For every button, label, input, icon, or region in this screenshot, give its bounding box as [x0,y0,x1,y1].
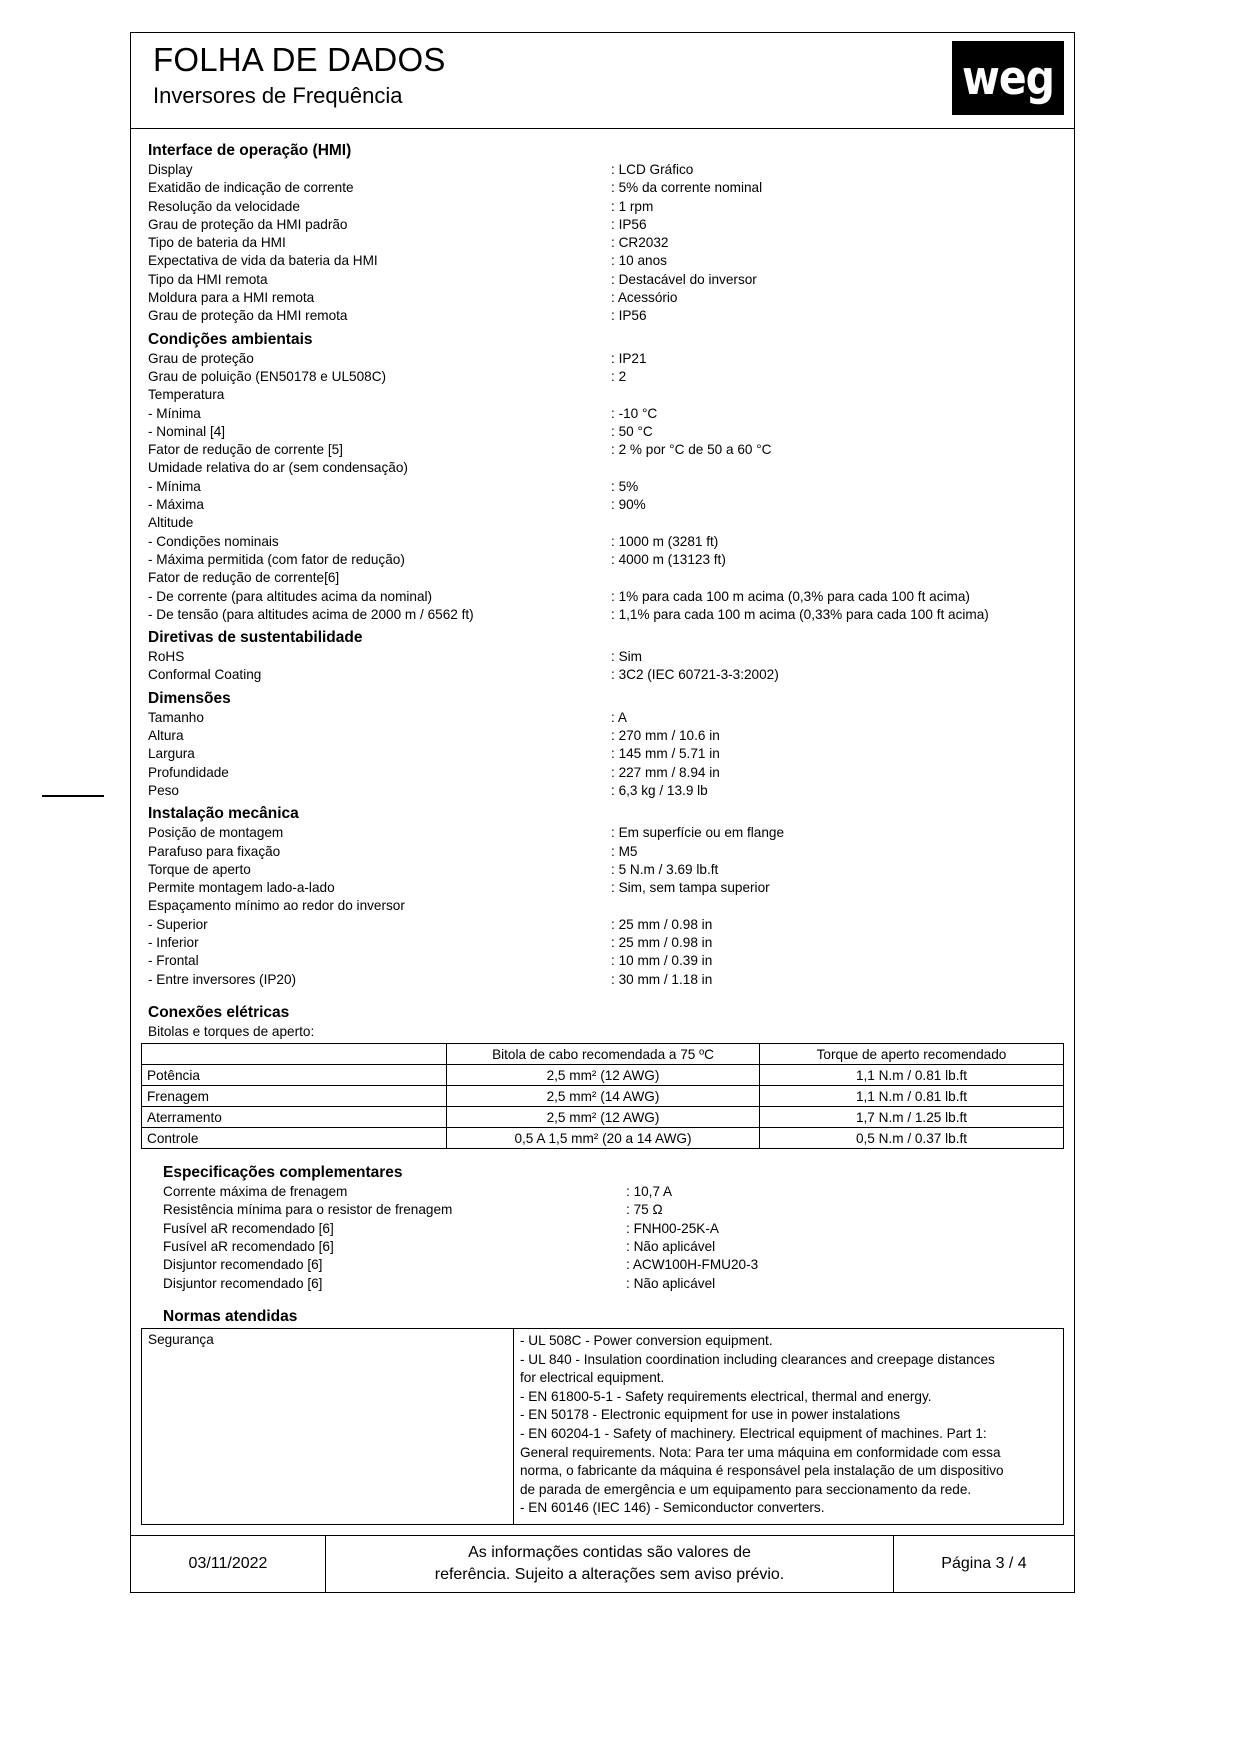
spec-value: : A [611,709,1064,727]
spec-row [141,271,1064,289]
spec-row [141,824,1064,842]
spec-label: Fusível aR recomendado [6] [163,1220,334,1236]
spec-label: Umidade relativa do ar (sem condensação) [148,460,408,476]
spec-row [141,727,1064,745]
cell-name: Controle [142,1128,447,1149]
spec-label: - Máxima [148,497,204,513]
spec-label: Parafuso para fixação [148,843,281,859]
spec-value: : 30 mm / 1.18 in [611,971,1064,989]
cable-gauge-table [141,1043,1064,1149]
spec-value: : 1,1% para cada 100 m acima (0,33% para cada 100 ft acima) [611,606,1064,624]
spec-row [141,423,1064,441]
spec-value: : Não aplicável [626,1238,1064,1256]
spec-label: Tipo da HMI remota [148,271,268,287]
spec-label: Tipo de bateria da HMI [148,235,286,251]
cell-gauge: 0,5 A 1,5 mm² (20 a 14 AWG) [447,1128,760,1149]
column-header-torque: Torque de aperto recomendado [760,1044,1064,1065]
spec-label: Permite montagem lado-a-lado [148,880,335,896]
table-row [142,1107,1064,1128]
spec-row [141,161,1064,179]
cell-name: Potência [142,1065,447,1086]
spec-label: Grau de proteção da HMI padrão [148,216,348,232]
spec-row [141,368,1064,386]
spec-label: Grau de proteção [148,350,254,366]
standards-line: de parada de emergência e um equipamento para seccionamento da rede. [520,1481,972,1497]
document-footer [131,1535,1074,1592]
standards-line: - EN 60146 (IEC 146) - Semiconductor converters. [520,1500,825,1516]
section-heading-electrical: Conexões elétricas [148,1003,290,1021]
cell-gauge: 2,5 mm² (12 AWG) [447,1107,760,1128]
spec-value: : M5 [611,843,1064,861]
spec-label: Largura [148,746,195,762]
spec-label: Expectativa de vida da bateria da HMI [148,253,378,269]
spec-label: Resolução da velocidade [148,198,300,214]
spec-label: Disjuntor recomendado [6] [163,1257,323,1273]
spec-row [141,861,1064,879]
section-heading-complementary: Especificações complementares [163,1164,403,1182]
page-subtitle: Inversores de Frequência [153,83,403,108]
spec-row [141,533,1064,551]
spec-row [141,350,1064,368]
spec-value: : 4000 m (13123 ft) [611,551,1064,569]
spec-value: : 2 % por °C de 50 a 60 °C [611,441,1064,459]
standards-line: - EN 61800-5-1 - Safety requirements electrical, thermal and energy. [520,1388,932,1404]
spec-label: - Mínima [148,478,201,494]
section-rows-hmi [141,161,1064,326]
spec-label: Resistência mínima para o resistor de frenagem [163,1202,453,1218]
cell-torque: 0,5 N.m / 0.37 lb.ft [760,1128,1064,1149]
spec-label: Moldura para a HMI remota [148,290,315,306]
weg-logo [952,41,1064,115]
spec-row [141,1275,1064,1293]
spec-value: : 3C2 (IEC 60721-3-3:2002) [611,666,1064,684]
spec-value: : 5 N.m / 3.69 lb.ft [611,861,1064,879]
spec-label: Tamanho [148,709,204,725]
spec-row [141,764,1064,782]
spec-row [141,666,1064,684]
spec-value: : 1 rpm [611,198,1064,216]
section-rows-mechanical [141,824,1064,989]
column-header-empty [142,1044,447,1065]
document-header [131,33,1074,129]
spec-row [141,496,1064,514]
spec-row [141,1238,1064,1256]
spec-row [141,459,1064,477]
spec-row [141,551,1064,569]
table-row [142,1128,1064,1149]
spec-label: Corrente máxima de frenagem [163,1184,348,1200]
cell-gauge: 2,5 mm² (12 AWG) [447,1065,760,1086]
spec-row [141,843,1064,861]
section-rows-complementary [141,1183,1064,1293]
spec-label: - Frontal [148,953,199,969]
spec-label: - Nominal [4] [148,423,226,439]
spec-label: - Entre inversores (IP20) [148,971,297,987]
spec-value: : 10 anos [611,252,1064,270]
section-rows-sustainability [141,648,1064,685]
footer-date: 03/11/2022 [131,1536,326,1592]
spec-label: Altura [148,728,184,744]
spec-value: : 25 mm / 0.98 in [611,934,1064,952]
spec-row [141,606,1064,624]
spec-label: Grau de proteção da HMI remota [148,308,348,324]
spec-row [141,648,1064,666]
spec-label: - Máxima permitida (com fator de redução) [148,551,405,567]
cell-torque: 1,7 N.m / 1.25 lb.ft [760,1107,1064,1128]
spec-row [141,234,1064,252]
section-heading-mechanical: Instalação mecânica [148,805,299,823]
spec-label: Posição de montagem [148,825,284,841]
table-row [142,1086,1064,1107]
spec-row [141,916,1064,934]
spec-row [141,1220,1064,1238]
document-body [131,129,1074,1525]
spec-label: Altitude [148,515,194,531]
spec-value: : 1000 m (3281 ft) [611,533,1064,551]
spec-value: : 75 Ω [626,1201,1064,1219]
section-heading-hmi: Interface de operação (HMI) [148,142,352,159]
page-title: FOLHA DE DADOS [153,41,446,78]
spec-row [141,514,1064,532]
spec-value: : Acessório [611,289,1064,307]
spacer [141,1149,1064,1159]
spec-value: : 25 mm / 0.98 in [611,916,1064,934]
spec-row [141,386,1064,404]
spec-label: Fator de redução de corrente[6] [148,570,340,586]
table-row [142,1328,1064,1524]
spec-value: : 6,3 kg / 13.9 lb [611,782,1064,800]
section-heading-ambient: Condições ambientais [148,330,313,348]
spec-value: : IP21 [611,350,1064,368]
margin-tick-mark [42,795,104,797]
spacer [141,989,1064,999]
spec-row [141,1201,1064,1219]
standards-line: - EN 50178 - Electronic equipment for use in power instalations [520,1407,901,1423]
spec-value: : 50 °C [611,423,1064,441]
spec-value: : Sim, sem tampa superior [611,879,1064,897]
spec-row [141,971,1064,989]
spec-row [141,252,1064,270]
spec-label: Peso [148,782,179,798]
spec-label: Fusível aR recomendado [6] [163,1239,334,1255]
spec-label: Grau de poluição (EN50178 e UL508C) [148,368,387,384]
spec-row [141,897,1064,915]
weg-logo-text: weg [961,49,1055,106]
footer-note-line1: As informações contidas são valores de [468,1543,751,1561]
spec-value: : IP56 [611,307,1064,325]
footer-note [326,1536,894,1592]
column-header-gauge: Bitola de cabo recomendada a 75 ºC [447,1044,760,1065]
spec-value: : Destacável do inversor [611,271,1064,289]
spec-value: : 5% da corrente nominal [611,179,1064,197]
spec-value: : 10,7 A [626,1183,1064,1201]
spec-row [141,952,1064,970]
spec-row [141,405,1064,423]
standards-table [141,1328,1064,1525]
spec-label: RoHS [148,649,185,665]
spec-label: - Inferior [148,934,199,950]
spec-label: Display [148,162,193,177]
standards-line: for electrical equipment. [520,1370,665,1386]
spec-row [141,709,1064,727]
spec-value: : 1% para cada 100 m acima (0,3% para cada 100 ft acima) [611,588,1064,606]
standards-row-body [514,1328,1064,1524]
standards-line: - UL 508C - Power conversion equipment. [520,1332,773,1348]
spec-label: - De corrente (para altitudes acima da nominal) [148,588,433,604]
spec-row [141,289,1064,307]
spec-row [141,588,1064,606]
spec-value: : ACW100H-FMU20-3 [626,1256,1064,1274]
section-heading-sustainability: Diretivas de sustentabilidade [148,629,363,647]
spec-value: : -10 °C [611,405,1064,423]
table-header-row [142,1044,1064,1065]
cell-gauge: 2,5 mm² (14 AWG) [447,1086,760,1107]
standards-line: - EN 60204-1 - Safety of machinery. Electrical equipment of machines. Part 1: [520,1425,987,1441]
spec-value: : Não aplicável [626,1275,1064,1293]
spec-row [141,307,1064,325]
spec-label: Fator de redução de corrente [5] [148,442,343,458]
spacer [141,1293,1064,1303]
section-heading-standards: Normas atendidas [163,1307,298,1325]
spec-label: Profundidade [148,764,229,780]
section-rows-dimensions [141,709,1064,800]
spec-label: Exatidão de indicação de corrente [148,180,354,196]
spec-label: Conformal Coating [148,667,262,683]
spec-row [141,782,1064,800]
document-frame [130,32,1075,1593]
spec-row [141,1256,1064,1274]
spec-row [141,198,1064,216]
cell-name: Frenagem [142,1086,447,1107]
footer-page-number: Página 3 / 4 [941,1554,1027,1572]
spec-value: : FNH00-25K-A [626,1220,1064,1238]
spec-value: : Em superfície ou em flange [611,824,1064,842]
cell-name: Aterramento [142,1107,447,1128]
spec-value: : 227 mm / 8.94 in [611,764,1064,782]
spec-label: Temperatura [148,387,225,403]
spec-label: - De tensão (para altitudes acima de 2000 m / 6562 ft) [148,606,474,622]
cell-torque: 1,1 N.m / 0.81 lb.ft [760,1065,1064,1086]
spec-label: Espaçamento mínimo ao redor do inversor [148,898,405,914]
spec-value: : CR2032 [611,234,1064,252]
spec-value: : 145 mm / 5.71 in [611,745,1064,763]
spec-label: Torque de aperto [148,861,251,877]
spec-value: : 2 [611,368,1064,386]
spec-value: : 10 mm / 0.39 in [611,952,1064,970]
spec-label: Disjuntor recomendado [6] [163,1275,323,1291]
standards-line: norma, o fabricante da máquina é responsável pela instalação de um dispositivo [520,1463,1004,1479]
section-heading-dimensions: Dimensões [148,689,231,707]
footer-note-line2: referência. Sujeito a alterações sem aviso prévio. [434,1565,785,1583]
spec-value: : 270 mm / 10.6 in [611,727,1064,745]
spec-value: : LCD Gráfico [611,161,1064,179]
cable-table-caption: Bitolas e torques de aperto: [148,1023,315,1039]
spec-row [141,745,1064,763]
spec-row [141,879,1064,897]
spec-label: - Mínima [148,405,201,421]
spec-row [141,934,1064,952]
standards-line: General requirements. Nota: Para ter uma máquina em conformidade com essa [520,1444,1001,1460]
spec-value: : 90% [611,496,1064,514]
standards-row-label: Segurança [142,1328,514,1524]
standards-line: - UL 840 - Insulation coordination including clearances and creepage distances [520,1351,995,1367]
spec-value: : IP56 [611,216,1064,234]
spec-row [141,179,1064,197]
spec-label: - Superior [148,916,208,932]
spec-row [141,216,1064,234]
spec-value: : Sim [611,648,1064,666]
table-row [142,1065,1064,1086]
spec-label: - Condições nominais [148,533,279,549]
spec-value: : 5% [611,478,1064,496]
spec-row [141,1183,1064,1201]
spec-row [141,569,1064,587]
cell-torque: 1,1 N.m / 0.81 lb.ft [760,1086,1064,1107]
spec-row [141,478,1064,496]
spec-row [141,441,1064,459]
section-rows-ambient [141,350,1064,624]
